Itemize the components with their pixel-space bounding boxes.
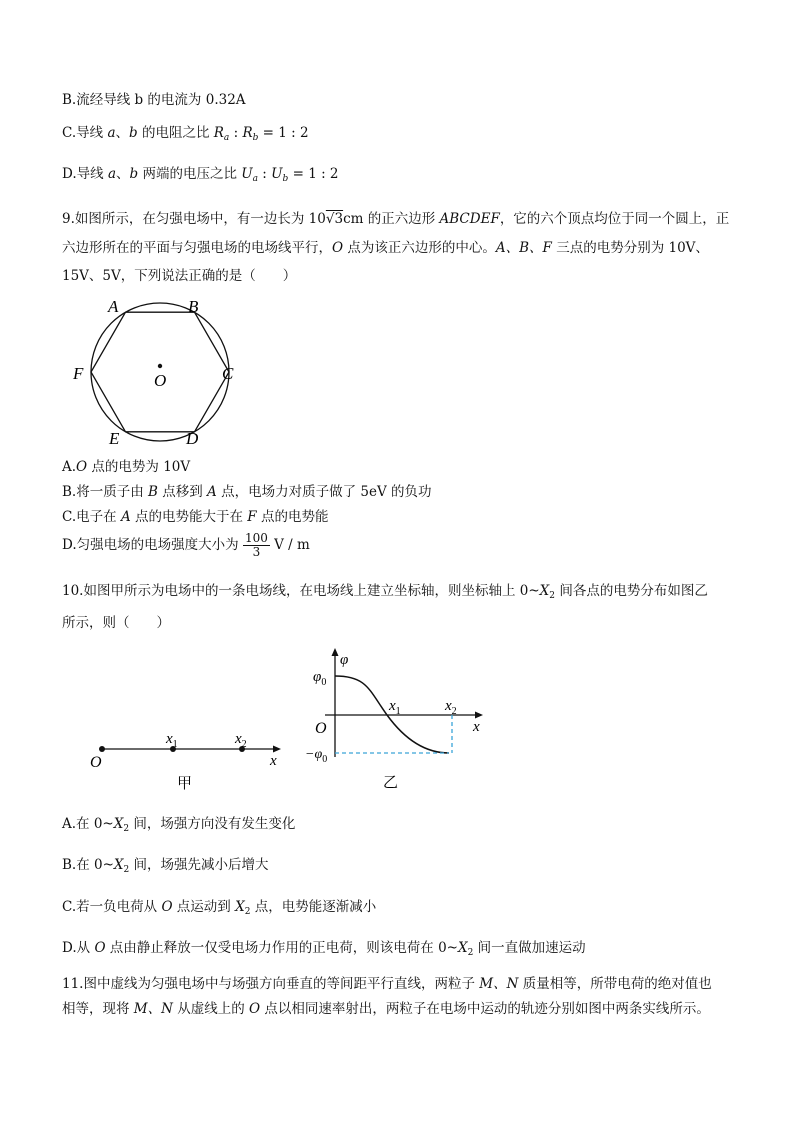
label-b: B xyxy=(188,297,199,316)
label-x-axis: x xyxy=(270,753,277,769)
axis-arrow xyxy=(273,746,281,753)
q10-stem-line2: 所示，则（ ） xyxy=(62,615,170,631)
q10-option-d: D.从 O 点由静止释放一仅受电场力作用的正电荷，则该电荷在 $0\sim X_2$ 间一直做加速运动 xyxy=(62,940,586,958)
caption-yi: 乙 xyxy=(383,775,399,791)
label-o: O xyxy=(154,371,167,390)
label-d: D xyxy=(186,429,199,448)
center-point-o xyxy=(158,364,162,368)
label-x1: $x_1$ xyxy=(166,731,178,750)
q9-option-d: D.匀强电场的电场强度大小为 $\frac{100}{3}$ V / m xyxy=(62,531,310,559)
q9-stem-line3: 15V、5V，下列说法正确的是（ ） xyxy=(62,268,297,284)
q10-option-a: A.在 $0\sim X_2$ 间，场强方向没有发生变化 xyxy=(62,816,296,834)
q9-stem-line2: 六边形所在的平面与匀强电场的电场线平行，O 点为该正六边形的中心。A、B、F 三点的电势分别为 10V、 xyxy=(62,240,709,256)
label-x-axis: x xyxy=(473,719,480,735)
q10-option-c: C.若一负电荷从 O 点运动到 $X_2$ 点，电势能逐渐减小 xyxy=(62,899,377,917)
label-x2: $x_2$ xyxy=(235,731,247,750)
q10-stem-line1: 10.如图甲所示为电场中的一条电场线，在电场线上建立坐标轴，则坐标轴上 $0\sim X_2$ 间各点的电势分布如图乙 xyxy=(62,583,708,601)
q9-option-b: B.将一质子由 B 点移到 A 点，电场力对质子做了 5eV 的负功 xyxy=(62,484,432,500)
option-d-prev: D.导线 a、b 两端的电压之比 $U_a$ : $U_b = 1$ : 2 xyxy=(62,166,339,184)
label-phi: φ xyxy=(340,652,349,668)
phi-axis-arrow xyxy=(332,648,339,656)
caption-jia: 甲 xyxy=(177,776,193,792)
q11-stem-line2: 相等，现将 M、N 从虚线上的 O 点以相同速率射出，两粒子在电场中运动的轨迹分别如图中两条实线所示。 xyxy=(62,1001,710,1017)
label-c: C xyxy=(222,364,234,383)
option-b-prev: B.流经导线 b 的电流为 0.32A xyxy=(62,92,246,108)
q10-option-b: B.在 $0\sim X_2$ 间，场强先减小后增大 xyxy=(62,857,269,875)
option-c-prev: C.导线 a、b 的电阻之比 $R_a$ : $R_b = 1$ : 2 xyxy=(62,125,309,143)
label-x2: $x_2$ xyxy=(445,698,457,717)
label-a: A xyxy=(108,297,119,316)
q9-stem-line1: 9.如图所示，在匀强电场中，有一边长为 10√3cm 的正六边形 ABCDEF，它的六个顶点均位于同一个圆上，正 xyxy=(62,211,730,227)
label-f: F xyxy=(73,364,84,383)
x-axis-arrow xyxy=(475,712,483,719)
point-o xyxy=(99,746,105,752)
q9-option-c: C.电子在 A 点的电势能大于在 F 点的电势能 xyxy=(62,509,329,525)
q11-stem-line1: 11.图中虚线为匀强电场中与场强方向垂直的等间距平行直线，两粒子 M、N 质量相等，所带电荷的绝对值也 xyxy=(62,976,712,992)
label-o: O xyxy=(90,754,102,771)
label-neg-phi0: $-\varphi_0$ xyxy=(305,747,328,765)
label-phi0: $\varphi_0$ xyxy=(313,669,327,688)
figure-yi-potential-graph xyxy=(305,645,500,795)
hexagon-diagram xyxy=(70,292,250,452)
label-origin: O xyxy=(315,720,327,737)
q9-option-a: A.O 点的电势为 10V xyxy=(62,459,191,475)
label-x1: $x_1$ xyxy=(389,698,401,717)
fraction-100-over-3: $\frac{100}{3}$ xyxy=(244,531,268,559)
figure-jia-field-line xyxy=(80,720,290,800)
label-e: E xyxy=(109,429,120,448)
